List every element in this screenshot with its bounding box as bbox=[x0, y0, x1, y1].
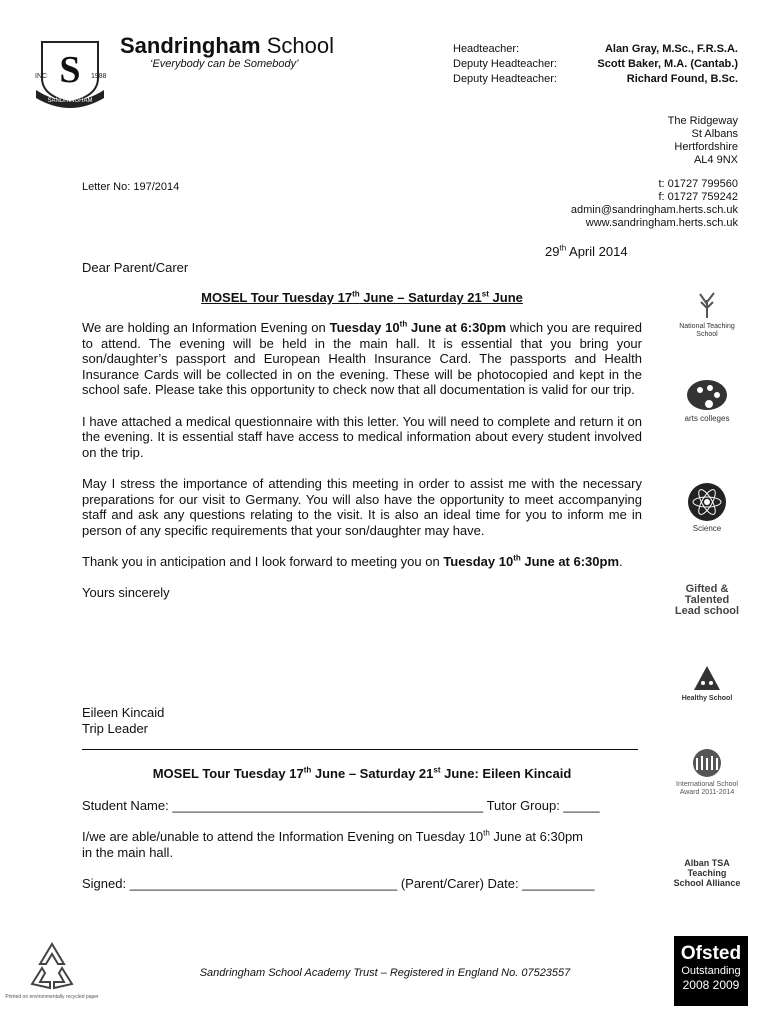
signer-title: Trip Leader bbox=[82, 720, 148, 736]
closing: Yours sincerely bbox=[82, 585, 170, 601]
website-link[interactable]: www.sandringham.herts.sch.uk bbox=[585, 217, 738, 229]
crest-text-right: 1988 bbox=[91, 73, 107, 80]
staff-name: Richard Found, B.Sc. bbox=[626, 73, 738, 85]
healthy-school-icon: Healthy School bbox=[672, 664, 742, 703]
staff-role: Deputy Headteacher: bbox=[453, 58, 557, 70]
school-address bbox=[668, 115, 738, 167]
school-motto: ‘Everybody can be Somebody’ bbox=[150, 58, 299, 70]
reply-slip-title: MOSEL Tour Tuesday 17th June – Saturday 21st June: Eileen Kincaid bbox=[152, 765, 572, 781]
staff-name: Alan Gray, M.Sc., F.R.S.A. bbox=[604, 43, 738, 55]
signature-date-field[interactable]: Signed: _____________________________________ (Parent/Carer) Date: __________ bbox=[82, 876, 595, 891]
crest-banner: SANDRINGHAM bbox=[47, 98, 93, 104]
national-teaching-school-icon: National Teaching School bbox=[672, 290, 742, 339]
phone-number: t: 01727 799560 bbox=[658, 178, 738, 190]
staff-role: Headteacher: bbox=[453, 43, 520, 55]
student-name-field[interactable]: Student Name: ___________________________________________ Tutor Group: _____ bbox=[82, 798, 600, 813]
ofsted-name: Ofsted bbox=[680, 943, 742, 964]
school-crest-logo bbox=[30, 38, 110, 108]
crest-text-left: INC bbox=[35, 73, 48, 80]
address-line: Hertfordshire bbox=[674, 141, 738, 153]
paragraph-importance: May I stress the importance of attending this meeting in order to assist me with the necessary preparations for our visit to Germany. You will also have the opportunity to meet accompanying staff and ask any questions relating to the visit. It is also an ideal time for you to inform me in person of any specific requirements that your son/daughter may have. bbox=[82, 475, 642, 538]
international-school-award-icon: International School Award 2011-2014 bbox=[672, 748, 742, 797]
address-line: The Ridgeway bbox=[667, 115, 738, 127]
school-contacts bbox=[571, 178, 738, 230]
staff-roles bbox=[453, 42, 557, 87]
footer-registration: Sandringham School Academy Trust – Registered in England No. 07523557 bbox=[199, 967, 571, 979]
staff-names bbox=[597, 42, 738, 87]
paragraph-information-evening: We are holding an Information Evening on Tuesday 10th June at 6:30pm which you are required to attend. The evening will be held in the main hall. It is essential that you bring your son/daughter’s passport and European Health Insurance Card. The passports and Health Insurance Cards will be collected in on the evening. These will be photocopied and kept in the school safe. Please take this opportunity to check now that all documentation is valid for our trip. bbox=[82, 319, 642, 398]
science-icon: Science bbox=[672, 482, 742, 533]
letter-body bbox=[82, 320, 642, 616]
address-line: AL4 9NX bbox=[693, 154, 738, 166]
address-line: St Albans bbox=[691, 128, 738, 140]
accreditation-sidebar bbox=[672, 290, 742, 890]
staff-role: Deputy Headteacher: bbox=[453, 73, 557, 85]
letter-subject: MOSEL Tour Tuesday 17th June – Saturday 21st June bbox=[201, 289, 523, 305]
greeting: Dear Parent/Carer bbox=[82, 260, 189, 275]
letter-date: 29th April 2014 bbox=[545, 243, 628, 259]
paragraph-thanks: Thank you in anticipation and I look forward to meeting you on Tuesday 10th June at 6:30pm. bbox=[82, 553, 623, 569]
ofsted-rating: Outstanding bbox=[681, 965, 741, 977]
recycle-text: Printed on environmentally recycled paper bbox=[5, 994, 99, 1000]
alban-tsa-icon: Alban TSA Teaching School Alliance bbox=[673, 858, 741, 888]
email-address[interactable]: admin@sandringham.herts.sch.uk bbox=[570, 204, 738, 216]
tear-off-divider bbox=[82, 749, 638, 750]
ofsted-badge bbox=[674, 936, 748, 1006]
staff-name: Scott Baker, M.A. (Cantab.) bbox=[597, 58, 738, 70]
school-name: Sandringham School bbox=[120, 33, 334, 58]
signer-name: Eileen Kincaid bbox=[82, 705, 165, 720]
ofsted-years: 2008 2009 bbox=[682, 978, 740, 992]
arts-colleges-icon: arts colleges bbox=[672, 378, 742, 423]
fax-number: f: 01727 759242 bbox=[658, 191, 738, 203]
attendance-statement[interactable]: I/we are able/unable to attend the Information Evening on Tuesday 10th June at 6:30pm in the main hall. bbox=[82, 828, 584, 860]
crest-letter: S bbox=[59, 49, 81, 91]
signature-block bbox=[82, 705, 164, 736]
paragraph-medical-questionnaire: I have attached a medical questionnaire with this letter. You will need to complete and return it on the evening. It is essential staff have access to medical information about every student involved on the trip. bbox=[82, 413, 642, 460]
gifted-talented-icon: Gifted & Talented Lead school bbox=[674, 583, 740, 617]
letter-number: Letter No: 197/2014 bbox=[82, 181, 180, 193]
